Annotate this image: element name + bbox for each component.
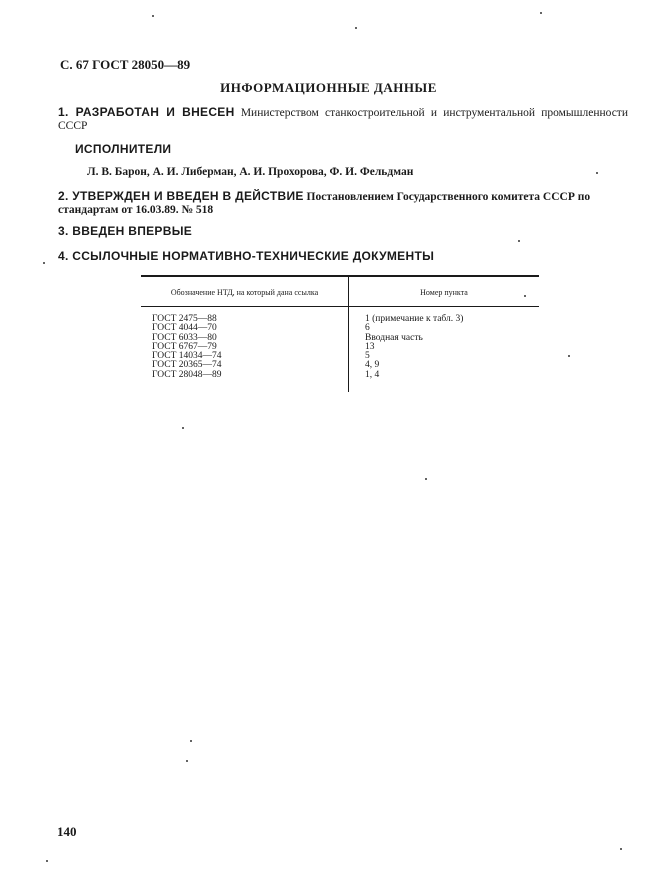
section-reference-docs: 4. ССЫЛОЧНЫЕ НОРМАТИВНО-ТЕХНИЧЕСКИЕ ДОКУМЕНТЫ [58,249,435,263]
page-number: 140 [57,824,77,839]
section-approved-label: 2. УТВЕРЖДЕН И ВВЕДЕН В ДЕЙСТВИЕ [58,189,304,203]
scan-speck [355,27,357,29]
table-cell-designation: ГОСТ 2475—88 [152,314,217,324]
page-header: С. 67 ГОСТ 28050—89 [60,57,191,72]
scan-speck [46,860,48,862]
executors-label: ИСПОЛНИТЕЛИ [75,142,172,156]
scan-speck [568,355,570,357]
table-column-divider [348,277,349,392]
scan-speck [524,295,526,297]
scan-speck [152,15,154,17]
table-cell-item-number: 5 [365,351,370,362]
scan-speck [190,740,192,742]
section-developed-label: 1. РАЗРАБОТАН И ВНЕСЕН [58,105,235,119]
scan-speck [540,12,542,14]
scan-speck [43,262,45,264]
table-column-designations [152,315,222,380]
executors-names: Л. В. Барон, А. И. Либерман, А. И. Прохорова, Ф. И. Фельдман [87,166,414,178]
table-cell-designation: ГОСТ 6767—79 [152,341,217,352]
scan-speck [425,478,427,480]
table-header-item-number: Номер пункта [420,288,468,297]
section-approved-text: Постановлением Государственного комитета СССР по стандартам от 16.03.89. № 518 [58,191,591,216]
scan-speck [186,760,188,762]
table-column-item-numbers [365,315,463,380]
table-cell-designation: ГОСТ 28048—89 [152,369,222,380]
section-approved [58,190,628,217]
table-cell-designation: ГОСТ 6033—80 [152,332,217,343]
scan-speck [620,848,622,850]
section-developed-text: Министерством станкостроительной и инструментальной промышленности СССР [58,107,628,132]
table-header-rule [141,306,539,307]
table-cell-designation: ГОСТ 14034—74 [152,351,222,362]
table-cell-item-number: 1, 4 [365,369,380,380]
scan-speck [182,427,184,429]
section-first-introduced: 3. ВВЕДЕН ВПЕРВЫЕ [58,224,193,238]
table-top-rule [141,275,539,277]
scan-speck [518,240,520,242]
table-cell-designation: ГОСТ 20365—74 [152,360,222,371]
table-cell-item-number: 13 [365,341,375,352]
table-cell-item-number: 6 [365,323,370,334]
section-developed [58,106,628,133]
table-cell-item-number: 4, 9 [365,360,380,371]
document-title: ИНФОРМАЦИОННЫЕ ДАННЫЕ [220,80,437,95]
table-cell-item-number: Вводная часть [365,332,423,343]
table-header-designation: Обозначение НТД, на который дана ссылка [170,288,319,297]
table-cell-designation: ГОСТ 4044—70 [152,323,217,334]
table-cell-item-number: 1 (примечание к табл. 3) [365,314,464,324]
scan-speck [596,172,598,174]
